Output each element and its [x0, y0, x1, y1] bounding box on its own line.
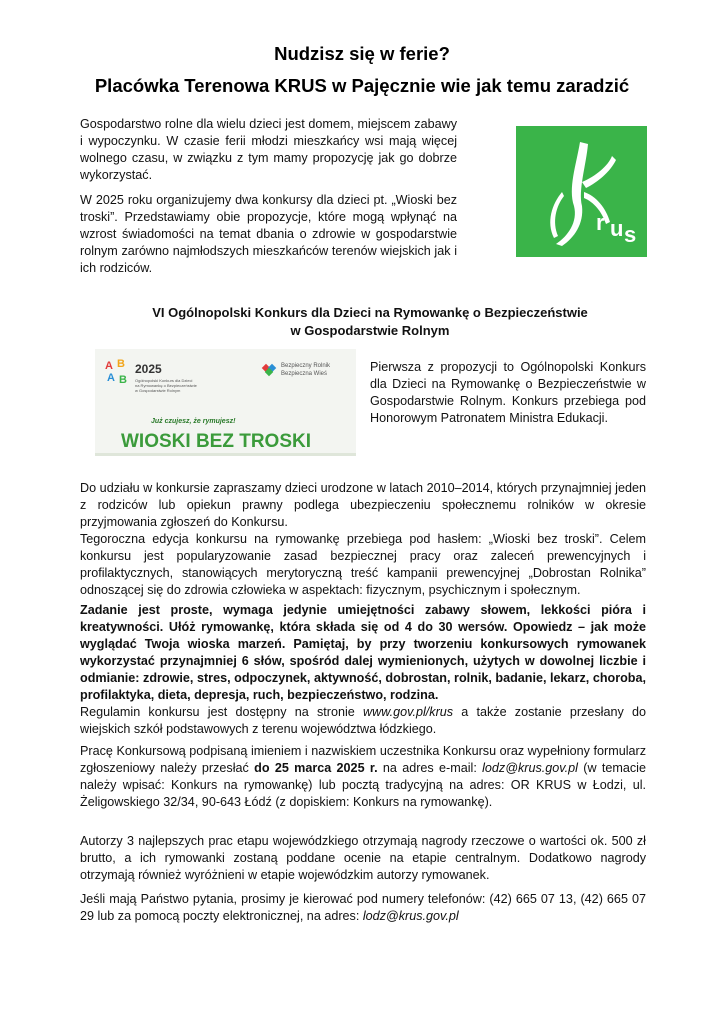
- svg-text:2025: 2025: [135, 362, 162, 376]
- svg-text:Już czujesz, że rymujesz!: Już czujesz, że rymujesz!: [151, 418, 236, 425]
- page-title-line-2: Placówka Terenowa KRUS w Pajęcznie wie jak temu zaradzić: [94, 75, 630, 96]
- svg-text:Bezpieczny Rolnik: Bezpieczny Rolnik: [281, 363, 331, 369]
- svg-text:Ogólnopolski Konkurs dla Dziec: Ogólnopolski Konkurs dla Dzieci: [135, 378, 193, 383]
- submission-deadline: do 25 marca 2025 r.: [254, 761, 378, 775]
- rules-text-b: a także zostanie przesłany do wiejskich szkół podstawowych z terenu województwa łódzkiego.: [80, 705, 646, 736]
- submission-text-c: (w temacie należy wpisać: Konkurs na rymowankę) lub pocztą tradycyjną na adres: OR KRUS w Łodzi, ul. Żeligowskiego 32/34, 90-643 Łódź (z dopiskiem: Konkurs na rymowankę).: [80, 761, 646, 809]
- submission-paragraph: [80, 743, 646, 811]
- prizes-paragraph: Autorzy 3 najlepszych prac etapu wojewódzkiego otrzymają nagrody rzeczowe o wartości ok. 500 zł brutto, a ich rymowanki zostaną poddane ocenie na etapie centralnym. Dodatkowo nagrody otrzymają również wyróżnieni w etapie wojewódzkim autorzy rymowanek.: [80, 834, 646, 882]
- banner-side-text: Pierwsza z propozycji to Ogólnopolski Konkurs dla Dzieci na Rymowankę o Bezpieczeństwie w Gospodarstwie Rolnym. Konkurs przebiega pod Honorowym Patronatem Ministra Edukacji.: [370, 360, 646, 425]
- rules-text-a: Regulamin konkursu jest dostępny na stronie: [80, 705, 364, 719]
- section-title-line-2: w Gospodarstwie Rolnym: [290, 323, 450, 338]
- submission-text-b: na adres e-mail:: [377, 761, 483, 775]
- svg-text:w Gospodarstwie Rolnym: w Gospodarstwie Rolnym: [135, 388, 181, 393]
- svg-text:r: r: [596, 210, 605, 235]
- rules-paragraph: [80, 704, 646, 738]
- contest-banner: [95, 349, 356, 456]
- edition-paragraph: Tegoroczna edycja konkursu na rymowankę przebiega pod hasłem: „Wioski bez troski”. Celem konkursu jest popularyzowanie zasad bezpiecznej pracy oraz zaleceń prewencyjnych i profilaktycznych, stanowiących merytoryczną treść kampanii prewencyjnej „Dobrostan Rolnika” odnoszącej się do zdrowia człowieka w aspektach: fizycznym, psychicznym i społecznym.: [80, 532, 646, 597]
- contest-banner-graphic: [95, 349, 356, 456]
- svg-text:Bezpieczna Wieś: Bezpieczna Wieś: [281, 371, 328, 377]
- rules-website-link[interactable]: www.gov.pl/krus: [363, 705, 454, 719]
- contact-email-link[interactable]: lodz@krus.gov.pl: [362, 909, 459, 923]
- contact-text: Jeśli mają Państwo pytania, prosimy je kierować pod numery telefonów: (42) 665 07 13, (42) 665 07 29 lub za pomocą poczty elektronicznej, na adres:: [80, 892, 646, 923]
- svg-text:B: B: [117, 358, 125, 370]
- krus-logo: [516, 126, 647, 257]
- submission-text-a: Pracę Konkursową podpisaną imieniem i nazwiskiem uczestnika Konkursu oraz wypełniony formularz zgłoszeniowy należy przesłać: [80, 744, 646, 775]
- page-title-line-1: Nudzisz się w ferie?: [274, 43, 450, 64]
- svg-text:B: B: [119, 374, 127, 386]
- svg-text:na Rymowankę o Bezpieczeństwie: na Rymowankę o Bezpieczeństwie: [135, 383, 197, 388]
- intro-paragraph-1: Gospodarstwo rolne dla wielu dzieci jest domem, miejscem zabawy i wypoczynku. W czasie ferii młodzi mieszkańcy wsi mają więcej wolnego czasu, w związku z tym mamy propozycję jak go dobrze wykorzystać.: [80, 117, 457, 182]
- svg-text:A: A: [107, 372, 115, 384]
- krus-logo-icon: [516, 126, 647, 257]
- intro-paragraph-2: W 2025 roku organizujemy dwa konkursy dla dzieci pt. „Wioski bez troski”. Przedstawiamy obie propozycje, które mogą wpłynąć na wzrost świadomości na temat dbania o zdrowie w gospodarstwie rolnym zarówno najmłodszych mieszkańców terenów wiejskich jak i ich rodziców.: [80, 193, 457, 275]
- svg-text:u: u: [610, 216, 624, 241]
- section-title-line-1: VI Ogólnopolski Konkurs dla Dzieci na Rymowankę o Bezpieczeństwie: [152, 305, 588, 320]
- task-paragraph: Zadanie jest proste, wymaga jedynie umiejętności zabawy słowem, lekkości pióra i kreatywności. Ułóż rymowankę, która składa się od 4 do 30 wersów. Opowiedz – jak może wyglądać Twoja wioska marzeń. Pamiętaj, by przy tworzeniu konkursowych rymowanek wykorzystać przynajmniej 6 słów, spośród dalej wymienionych, użytych w dowolnej liczbie i odmianie: zdrowie, stres, odpoczynek, aktywność, dobrostan, rolnik, badanie, lekarz, choroba, profilaktyka, dieta, depresja, ruch, bezpieczeństwo, rodzina.: [80, 603, 646, 702]
- eligibility-paragraph: Do udziału w konkursie zapraszamy dzieci urodzone w latach 2010–2014, których przynajmniej jeden z rodziców lub opiekun prawny podlega ubezpieczeniu społecznemu rolników w okresie przyjmowania zgłoszeń do Konkursu.: [80, 481, 646, 529]
- svg-text:s: s: [624, 222, 637, 247]
- svg-text:A: A: [105, 360, 113, 372]
- submission-email-link[interactable]: lodz@krus.gov.pl: [482, 761, 578, 775]
- svg-text:WIOSKI BEZ TROSKI: WIOSKI BEZ TROSKI: [121, 431, 311, 452]
- contact-paragraph: [80, 891, 646, 925]
